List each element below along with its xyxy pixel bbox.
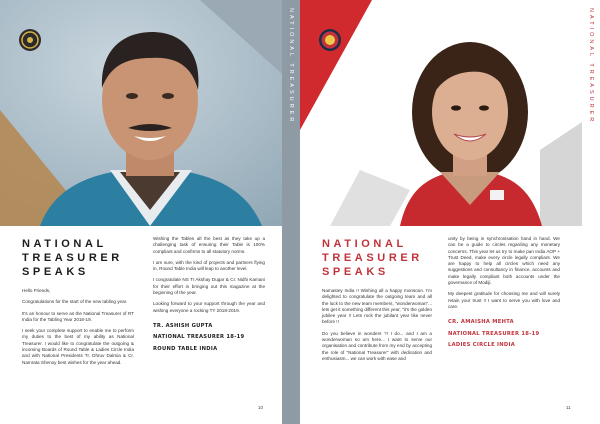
signature-title: NATIONAL TREASURER 18-19 bbox=[448, 330, 540, 337]
paragraph: It's an honour to serve as the National Treasurer of RT India for the Tabling Year 2018-19. bbox=[22, 310, 134, 322]
signature-name: TR. ASHISH GUPTA bbox=[153, 322, 213, 329]
left-column-2 bbox=[153, 236, 265, 357]
paragraph: Hello Friends, bbox=[22, 288, 51, 293]
right-page bbox=[300, 0, 600, 424]
paragraph: Namastey India !! Wishing all a happy monsoon. I'm delighted to congratulate the outgoing team and all the luck to the new team members, "wonderwoman"... lets get it something different this year, "it's the golden jubilee year !! Lets rock the jubilant year like never before !! bbox=[322, 288, 432, 325]
signature-org: LADIES CIRCLE INDIA bbox=[448, 341, 516, 348]
round-table-logo bbox=[18, 28, 42, 52]
right-portrait-photo bbox=[300, 0, 600, 226]
paragraph: I congratulate NS Tr Akshay Dugar & Cr. Nidhi Kamani for their effort in bringing out this magazine at the beginning of the year. bbox=[153, 277, 265, 296]
paragraph: unity by being in synchronisation hand in hand. We can be a guide to circles regarding any monetary concerns. This year let us try to make pan India AOP + Trust Deed, make every circle legally compliant. We are happy to help all circles which need any suggestions and consultancy in finance, accounts and make legally compliant both accounts under the governance of Modiji. bbox=[448, 236, 560, 286]
left-portrait-photo bbox=[0, 0, 300, 226]
right-column-2 bbox=[448, 236, 560, 353]
ladies-circle-logo bbox=[318, 28, 342, 52]
paragraph: My deepest gratitude for choosing me and will surely retain your trust !! I want to serve you with love and care. bbox=[448, 291, 560, 309]
paragraph: I seek your complete support to enable me to perform my duties to the best of my ability as National Treasurer. I would like to congratulate the outgoing & incoming Boards of Round Table & Ladies Circle India and with National Presidents Tr. Dhruv Dalmia & Cr. Namrata Shenoy best wishes for the year ahead. bbox=[22, 328, 134, 365]
page-number: 10 bbox=[258, 405, 264, 410]
left-column-1 bbox=[22, 288, 134, 371]
left-spine bbox=[282, 0, 300, 424]
signature-org: ROUND TABLE INDIA bbox=[153, 345, 218, 352]
paragraph: Congratulations for the start of the new tabling year. bbox=[22, 299, 128, 305]
paragraph: Do you believe in wonders ?! I do... and I am a wonderwoman so am here... I want to serve our organisation and contribute from my end by accepting the role of "National Treasurer" with dedication and enthusiasm... we can work with ease and bbox=[322, 330, 432, 361]
spine-label: NATIONAL TREASURER bbox=[588, 8, 594, 125]
paragraph: I am sure, with the kind of projects and partners flying in, Round Table India will leap to another level. bbox=[153, 259, 265, 272]
right-column-1 bbox=[322, 288, 432, 367]
page-number: 11 bbox=[566, 405, 571, 410]
paragraph: Looking forward to your support through the year and wishing everyone a rocking TY 2018-2019. bbox=[153, 301, 265, 313]
spine-label: NATIONAL TREASURER bbox=[288, 8, 294, 125]
signature-name: CR. AMAISHA MEHTA bbox=[448, 319, 514, 326]
signature-title: NATIONAL TREASURER 18-19 bbox=[153, 334, 245, 341]
page-heading: NATIONAL TREASURER SPEAKS bbox=[322, 238, 423, 278]
paragraph: Wishing the Tables all the best as they take up a challenging task of ensuring their Table is 100% compliant and confirms to all statutory norms. bbox=[153, 236, 265, 254]
right-spine bbox=[582, 0, 600, 424]
page-heading: NATIONAL TREASURER SPEAKS bbox=[22, 238, 123, 278]
